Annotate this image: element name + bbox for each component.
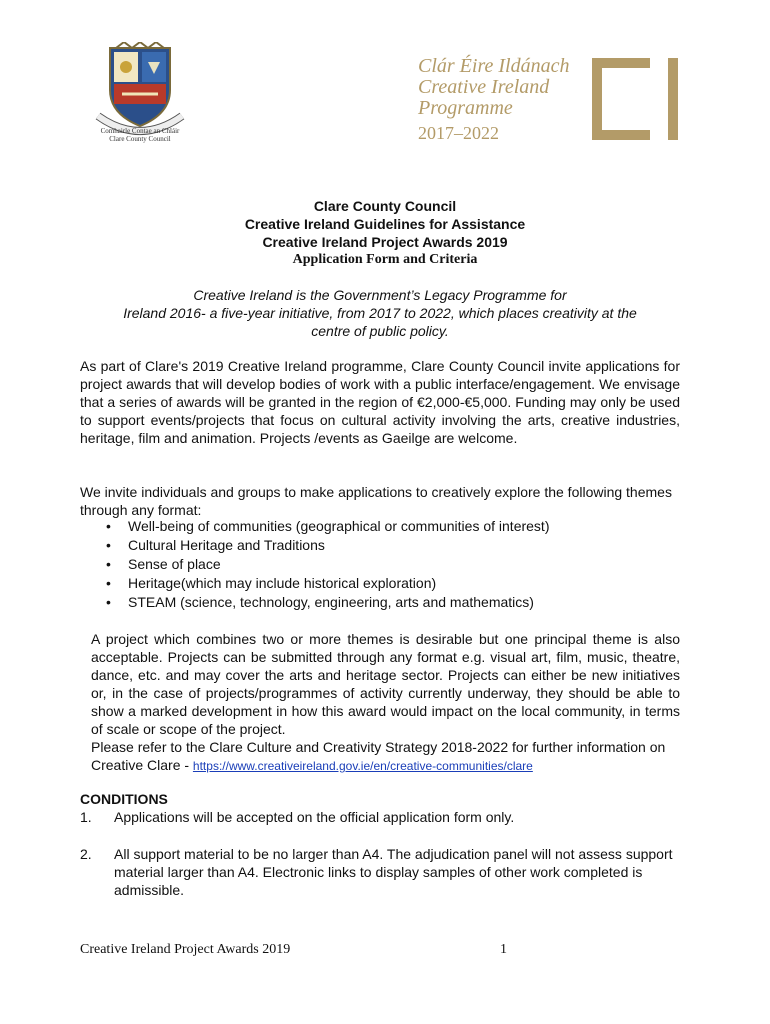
crest-caption — [80, 127, 200, 143]
footer-title: Creative Ireland Project Awards 2019 — [80, 942, 291, 957]
intro-line3: centre of public policy. — [311, 323, 449, 339]
paragraph-intro-awards: As part of Clare's 2019 Creative Ireland programme, Clare County Council invite applications for project awards that will develop bodies of work with a public interface/engagement. We envisage that a series of awards will be granted in the region of €2,000-€5,000. Funding may only be used to support events/projects that focus on cultural activity involving the arts, creative industries, heritage, film and animation. Projects /events as Gaeilge are welcome. — [80, 358, 680, 446]
list-item: • Well-being of communities (geographical or communities of interest) — [80, 517, 549, 536]
ci-line3: Programme — [418, 97, 513, 119]
conditions-heading: CONDITIONS — [80, 791, 168, 807]
strategy-reference-text: Please refer to the Clare Culture and Creativity Strategy 2018-2022 for further information on Creative Clare - — [91, 739, 666, 773]
intro-line1: Creative Ireland is the Government’s Legacy Programme for — [193, 287, 567, 303]
condition-item — [80, 845, 680, 905]
condition-item — [80, 808, 680, 828]
paragraph-project-details: A project which combines two or more themes is desirable but one principal theme is also acceptable. Projects can be submitted through any format e.g. visual art, film, music, theatre, dance, etc. and may cover the arts and heritage sector. Projects can either be new initiatives or, in the case of projects/programmes of activity currently underway, they should be able to show a marked development in how this award would impact on the local community, in terms of scale or scope of the project. — [91, 631, 680, 737]
heading-line2: Creative Ireland Guidelines for Assistance — [244, 216, 526, 232]
list-item: • Sense of place — [80, 555, 549, 574]
council-english-name: Clare County Council — [109, 135, 171, 143]
intro-line2: Ireland 2016- a five-year initiative, from 2017 to 2022, which places creativity at the — [123, 305, 637, 321]
heading-line4: Application Form and Criteria — [292, 252, 478, 267]
themes-list — [80, 517, 549, 612]
list-item: • STEAM (science, technology, engineering, arts and mathematics) — [80, 593, 549, 612]
list-item: • Heritage(which may include historical exploration) — [80, 574, 549, 593]
condition-number: 1. — [80, 809, 92, 825]
condition-text: Applications will be accepted on the official application form only. — [114, 809, 515, 825]
paragraph-themes-intro: We invite individuals and groups to make applications to creatively explore the following themes through any format: — [80, 484, 672, 518]
ci-line1: Clár Éire Ildánach — [418, 55, 570, 77]
condition-number: 2. — [80, 846, 92, 862]
ci-years: 2017–2022 — [418, 123, 499, 143]
creative-clare-link[interactable]: https://www.creativeireland.gov.ie/en/creative-communities/clare — [192, 759, 533, 773]
creative-ireland-ci-mark — [592, 58, 682, 140]
council-irish-name: Comhairle Contae an Chláir — [100, 127, 180, 135]
page-number: 1 — [500, 942, 507, 957]
paragraph-strategy-reference — [91, 738, 680, 775]
heading-line1: Clare County Council — [313, 198, 457, 214]
ci-line2: Creative Ireland — [418, 76, 550, 98]
heading-line3: Creative Ireland Project Awards 2019 — [262, 234, 508, 250]
list-item: • Cultural Heritage and Traditions — [80, 536, 549, 555]
creative-ireland-logo-text — [418, 56, 569, 144]
condition-text: All support material to be no larger than A4. The adjudication panel will not assess support material larger than A4. Electronic links to display samples of other work completed is admissible. — [114, 846, 673, 898]
